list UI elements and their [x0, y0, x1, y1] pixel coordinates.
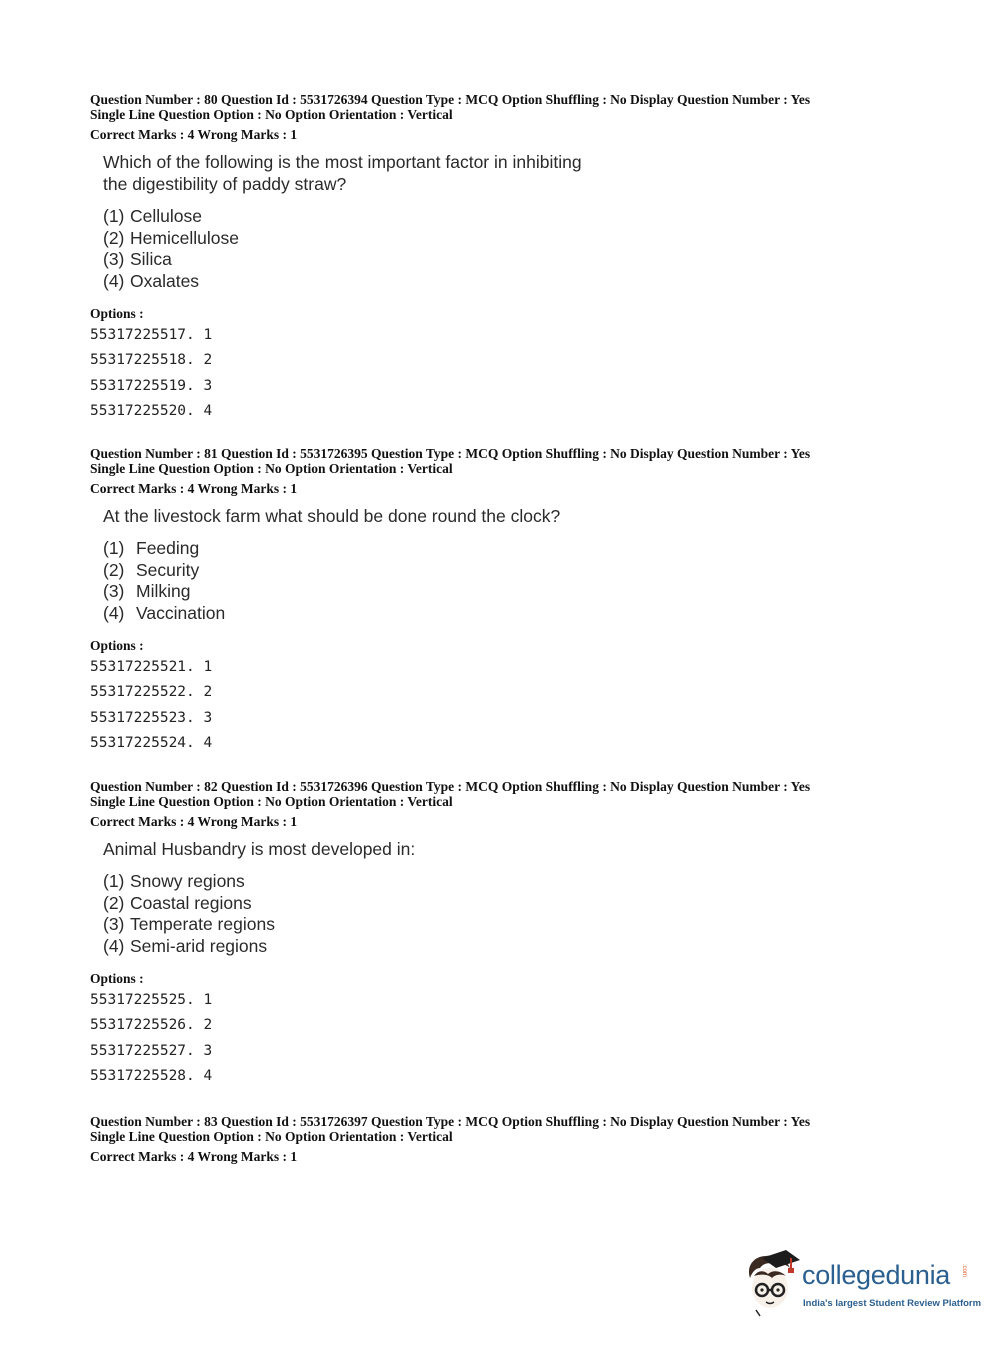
options-heading: Options :	[90, 638, 144, 653]
option-id: 55317225526. 2	[90, 1017, 213, 1034]
question-meta-line2: Single Line Question Option : No Option Orientation : Vertical	[90, 107, 453, 122]
choice-item	[103, 871, 950, 893]
mascot-icon	[742, 1248, 804, 1318]
question-text-line: Animal Husbandry is most developed in:	[103, 839, 416, 859]
options-list	[90, 988, 950, 1089]
choice-item	[103, 603, 950, 625]
choice-label: Vaccination	[136, 602, 226, 623]
question-text-line: the digestibility of paddy straw?	[103, 174, 347, 194]
collegedunia-logo	[742, 1248, 982, 1318]
logo-tagline: India's largest Student Review Platform	[803, 1298, 982, 1309]
options-list	[90, 655, 950, 756]
question-meta-line1: Question Number : 80 Question Id : 5531726394 Question Type : MCQ Option Shuffling : No Display Question Number : Yes	[90, 92, 811, 107]
question-meta-line2: Single Line Question Option : No Option Orientation : Vertical	[90, 794, 453, 809]
choice-label: Temperate regions	[130, 914, 275, 934]
question-82	[90, 779, 950, 1089]
choice-item	[103, 893, 950, 915]
option-id: 55317225519. 3	[90, 377, 213, 394]
choice-label: Oxalates	[130, 270, 200, 291]
option-id: 55317225528. 4	[90, 1067, 213, 1084]
question-text-line: At the livestock farm what should be done round the clock?	[103, 506, 561, 526]
choice-number: (1)	[103, 538, 125, 558]
option-id: 55317225522. 2	[90, 684, 213, 701]
question-text	[103, 838, 950, 860]
question-text	[103, 505, 950, 527]
option-id: 55317225524. 4	[90, 734, 213, 751]
choice-label: Hemicellulose	[130, 227, 239, 248]
option-id: 55317225520. 4	[90, 402, 213, 419]
choice-item	[103, 538, 950, 560]
options-list	[90, 323, 950, 424]
choice-number: (2)	[103, 559, 125, 580]
choice-number: (3)	[103, 581, 125, 601]
question-meta-line1: Question Number : 83 Question Id : 5531726397 Question Type : MCQ Option Shuffling : No Display Question Number : Yes	[90, 1114, 811, 1129]
question-83	[90, 1114, 950, 1164]
choice-number: (3)	[103, 914, 125, 934]
option-id: 55317225525. 1	[90, 992, 213, 1008]
choice-number: (1)	[103, 871, 125, 891]
question-marks: Correct Marks : 4 Wrong Marks : 1	[90, 1149, 298, 1164]
option-id: 55317225517. 1	[90, 327, 213, 343]
choice-label: Coastal regions	[130, 892, 252, 913]
options-heading: Options :	[90, 971, 144, 986]
choice-number: (3)	[103, 249, 125, 269]
choice-list	[103, 206, 950, 292]
option-id: 55317225518. 2	[90, 352, 213, 369]
choice-label: Snowy regions	[130, 871, 245, 891]
question-meta-line1: Question Number : 82 Question Id : 5531726396 Question Type : MCQ Option Shuffling : No Display Question Number : Yes	[90, 779, 811, 794]
choice-number: (1)	[103, 206, 125, 226]
choice-item	[103, 936, 950, 958]
choice-number: (2)	[103, 227, 125, 248]
choice-number: (4)	[103, 270, 125, 291]
choice-number: (2)	[103, 892, 125, 913]
question-marks: Correct Marks : 4 Wrong Marks : 1	[90, 127, 298, 142]
question-marks: Correct Marks : 4 Wrong Marks : 1	[90, 814, 298, 829]
option-id: 55317225527. 3	[90, 1042, 213, 1059]
choice-item	[103, 271, 950, 293]
choice-item	[103, 581, 950, 603]
choice-label: Silica	[130, 249, 172, 269]
choice-item	[103, 228, 950, 250]
question-meta-line1: Question Number : 81 Question Id : 5531726395 Question Type : MCQ Option Shuffling : No Display Question Number : Yes	[90, 446, 811, 461]
question-marks: Correct Marks : 4 Wrong Marks : 1	[90, 481, 298, 496]
question-81	[90, 446, 950, 756]
question-meta-line2: Single Line Question Option : No Option Orientation : Vertical	[90, 461, 453, 476]
choice-label: Cellulose	[130, 206, 202, 226]
question-text	[103, 151, 950, 195]
choice-label: Semi-arid regions	[130, 935, 268, 956]
logo-com: .com	[961, 1264, 967, 1278]
choice-list	[103, 871, 950, 957]
choice-list	[103, 538, 950, 624]
choice-label: Milking	[136, 581, 191, 601]
choice-number: (4)	[103, 602, 125, 623]
logo-name: collegedunia	[802, 1260, 951, 1290]
choice-number: (4)	[103, 935, 125, 956]
options-heading: Options :	[90, 306, 144, 321]
question-meta-line2: Single Line Question Option : No Option Orientation : Vertical	[90, 1129, 453, 1144]
option-id: 55317225523. 3	[90, 709, 213, 726]
choice-item	[103, 560, 950, 582]
choice-label: Security	[136, 559, 200, 580]
question-text-line: Which of the following is the most important factor in inhibiting	[103, 152, 582, 172]
choice-label: Feeding	[136, 538, 200, 558]
choice-item	[103, 914, 950, 936]
question-80	[90, 92, 950, 424]
choice-item	[103, 206, 950, 228]
choice-item	[103, 249, 950, 271]
option-id: 55317225521. 1	[90, 659, 213, 675]
